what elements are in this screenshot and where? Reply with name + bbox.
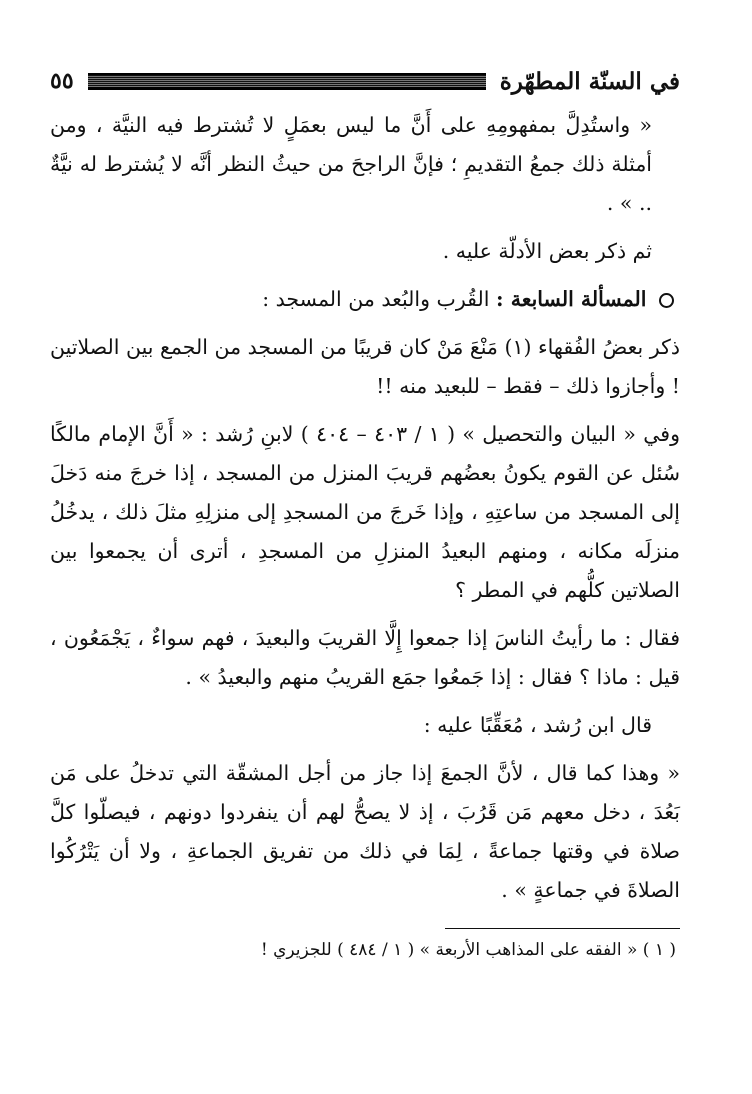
paragraph-7: « وهذا كما قال ، لأنَّ الجمعَ إذا جاز من أجل المشقّة التي تدخلُ على مَن بَعُدَ ، دخل معهم مَن قَرُبَ ، إذ لا يصحُّ لهم أن ينفردوا دونهم ، فيصلّوا كلَّ صلاة في وقتها جماعةً ، لِمَا في ذلك من تفريق الجماعةِ ، ولا أن يَتْرُكُوا الصلاةَ في جماعةٍ » . — [50, 761, 680, 902]
section-heading — [50, 280, 680, 319]
page-number: ٥٥ — [50, 68, 74, 94]
paragraph-3: ذكر بعضُ الفُقهاء (١) مَنْعَ مَنْ كان قريبًا من المسجد من الجمع بين الصلاتين ! وأجازوا ذلك – فقط – للبعيد منه !! — [50, 335, 680, 398]
body-text — [50, 106, 680, 910]
paragraph-5: فقال : ما رأيتُ الناسَ إذا جمعوا إِلَّا القريبَ والبعيدَ ، فهم سواءٌ ، يَجْمَعُون ، قيل : ماذا ؟ فقال : إذا جَمعُوا جمَع القريبُ منهم والبعيدُ » . — [50, 626, 680, 689]
circle-bullet-icon — [659, 293, 674, 308]
paragraph-4: وفي « البيان والتحصيل » ( ١ / ٤٠٣ – ٤٠٤ ) لابنِ رُشد : « أَنَّ الإمام مالكًا سُئل عن القوم يكونُ بعضُهم قريبَ المنزل من المسجد ، إذا خرجَ منه دَخلَ إلى المسجد من ساعتِهِ ، وإذا خَرجَ من المسجدِ إلى منزلِهِ مثلَ ذلك ، يدخُلُ منزلَه مكانه ، ومنهم البعيدُ المنزلِ من المسجدِ ، أترى أن يجمعوا بين الصلاتين كلُّهم في المطر ؟ — [50, 422, 680, 602]
paragraph-1: « واستُدِلَّ بمفهومِهِ على أَنَّ ما ليس بعمَلٍ لا تُشترط فيه النيَّة ، ومن أمثلة ذلك جمعُ التقديمِ ؛ فإنَّ الراجحَ من حيثُ النظر أنَّه لا يُشترط له نيَّةٌ .. » . — [50, 113, 652, 215]
section-heading-title: القُرب والبُعد من المسجد : — [262, 287, 490, 311]
page-header — [50, 60, 680, 102]
running-title: في السنّة المطهّرة — [499, 67, 680, 95]
paragraph-6: قال ابن رُشد ، مُعَقِّبًا عليه : — [423, 713, 652, 737]
footnote: ( ١ ) « الفقه على المذاهب الأربعة » ( ١ / ٤٨٤ ) للجزيري ! — [260, 940, 676, 960]
footnote-rule — [445, 928, 680, 929]
paragraph-2: ثم ذكر بعض الأدلّة عليه . — [442, 239, 652, 263]
book-page — [50, 60, 680, 982]
section-heading-label: المسألة السابعة : — [496, 287, 647, 311]
header-rule — [88, 73, 486, 90]
